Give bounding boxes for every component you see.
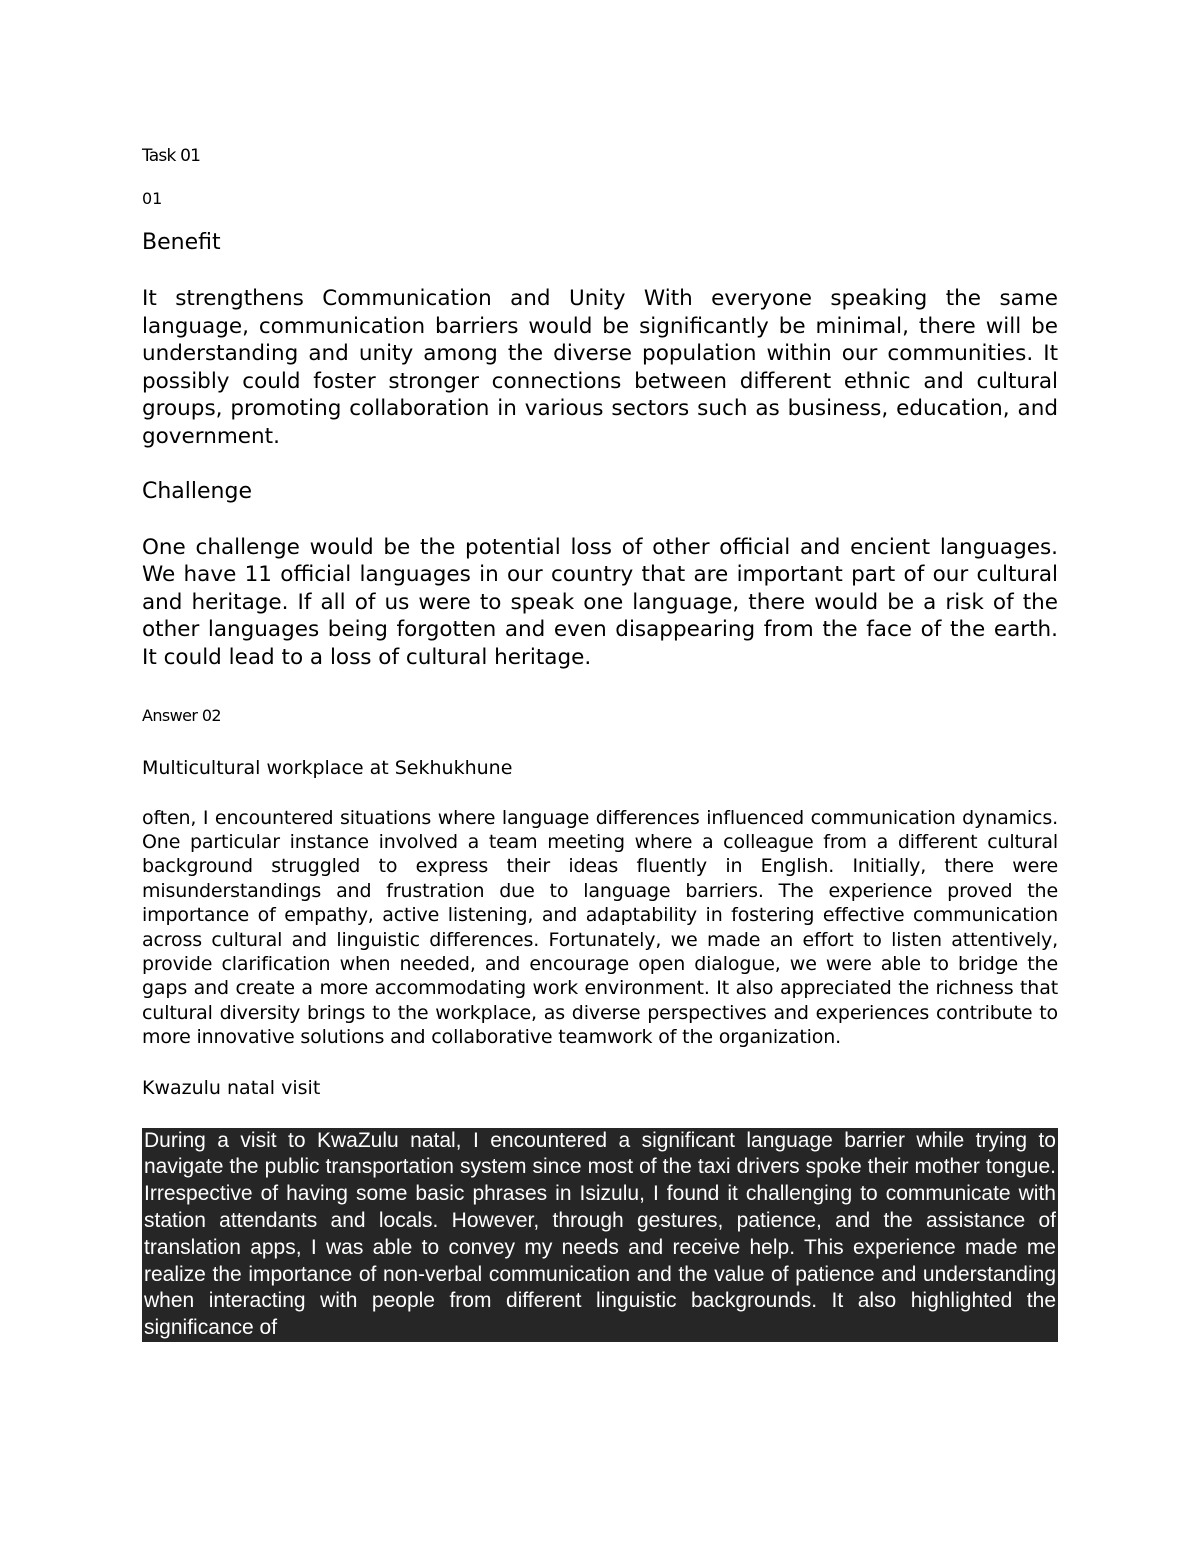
answer-label: Answer 02	[142, 705, 221, 725]
document-page	[142, 140, 1058, 1342]
benefit-paragraph: It strengthens Communication and Unity With everyone speaking the same language, communication barriers would be significantly be minimal, there will be understanding and unity among the diverse population within our communities. It possibly could foster stronger connections between different ethnic and cultural groups, promoting collaboration in various sectors such as business, education, and government.	[142, 286, 1058, 449]
number-label: 01	[142, 189, 163, 208]
kwazulu-paragraph-selected[interactable]: During a visit to KwaZulu natal, I encountered a significant language barrier while trying to navigate the public transportation system since most of the taxi drivers spoke their mother tongue. Irrespective of having some basic phrases in Isizulu, I found it challenging to communicate with station attendants and locals. However, through gestures, patience, and the assistance of translation apps, I was able to convey my needs and receive help. This experience made me realize the importance of non-verbal communication and the value of patience and understanding when interacting with people from different linguistic backgrounds. It also highlighted the significance of	[142, 1128, 1058, 1342]
benefit-heading: Benefit	[142, 230, 221, 255]
workplace-heading: Multicultural workplace at Sekhukhune	[142, 756, 513, 779]
challenge-paragraph: One challenge would be the potential loss of other official and encient languages. We have 11 official languages in our country that are important part of our cultural and heritage. If all of us were to speak one language, there would be a risk of the other languages being forgotten and even disappearing from the face of the earth. It could lead to a loss of cultural heritage.	[142, 534, 1058, 670]
challenge-heading: Challenge	[142, 478, 252, 504]
kwazulu-heading: Kwazulu natal visit	[142, 1076, 321, 1099]
task-label: Task 01	[142, 146, 201, 166]
workplace-paragraph: often, I encountered situations where language differences influenced communication dynamics. One particular instance involved a team meeting where a colleague from a different cultural background struggled to express their ideas fluently in English. Initially, there were misunderstandings and frustration due to language barriers. The experience proved the importance of empathy, active listening, and adaptability in fostering effective communication across cultural and linguistic differences. Fortunately, we made an effort to listen attentively, provide clarification when needed, and encourage open dialogue, we were able to bridge the gaps and create a more accommodating work environment. It also appreciated the richness that cultural diversity brings to the workplace, as diverse perspectives and experiences contribute to more innovative solutions and collaborative teamwork of the organization.	[142, 806, 1058, 1049]
